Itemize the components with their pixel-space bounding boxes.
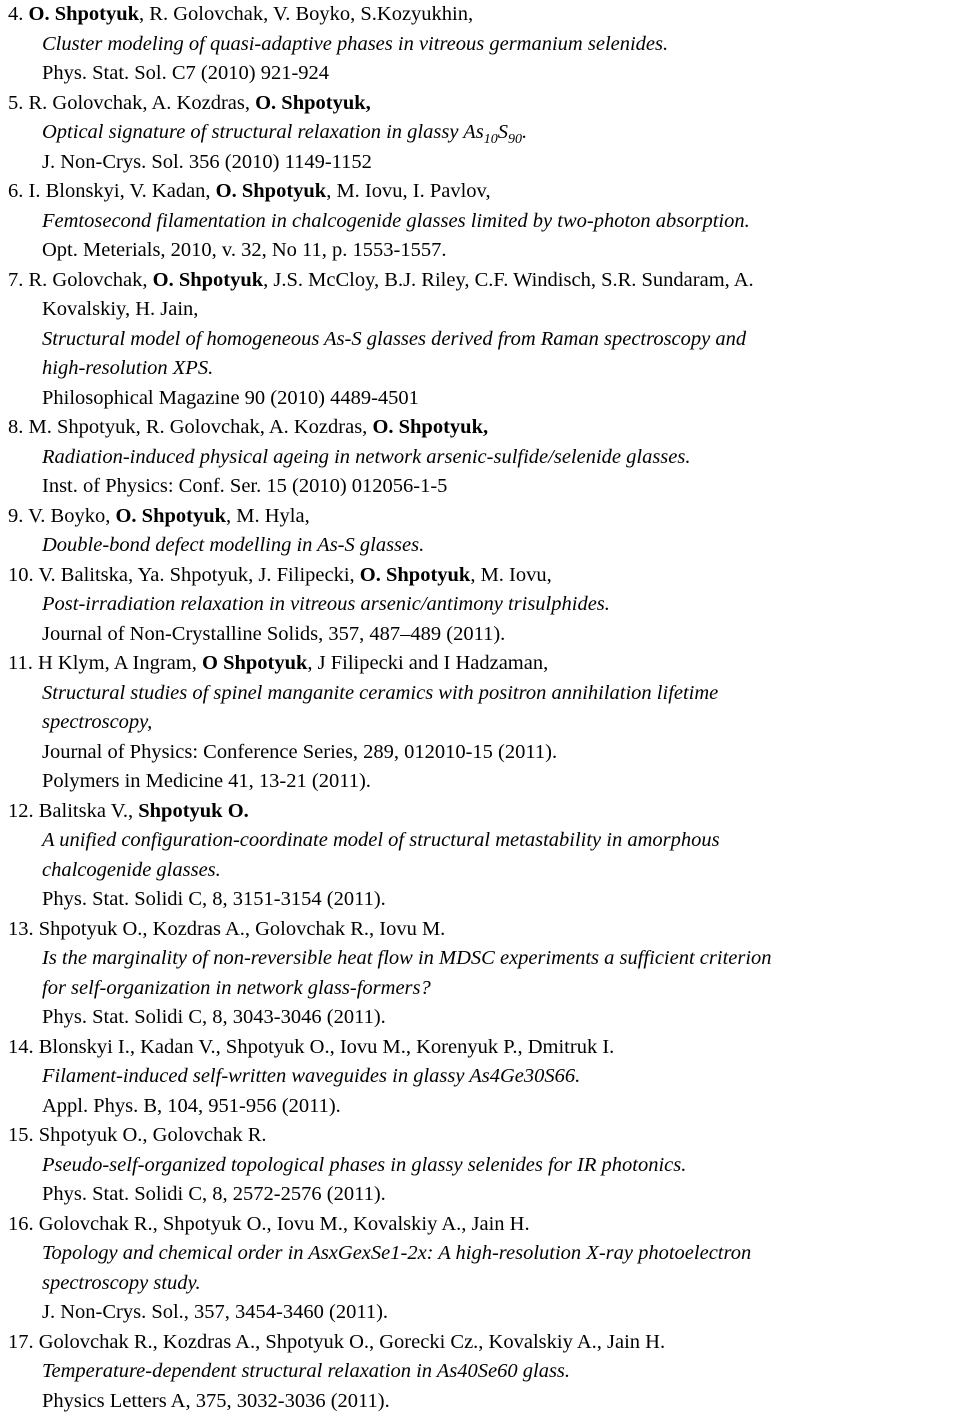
reference-source: J. Non-Crys. Sol., 357, 3454-3460 (2011).: [42, 1301, 389, 1323]
reference-source: Polymers in Medicine 41, 13-21 (2011).: [42, 770, 371, 792]
reference-title: Femtosecond filamentation in chalcogenide glasses limited by two-photon absorption.: [42, 209, 750, 232]
reference-title: Temperature-dependent structural relaxation in As40Se60 glass.: [42, 1360, 571, 1382]
reference-author-line: [0, 561, 960, 591]
highlighted-author: O. Shpotyuk: [152, 268, 264, 291]
reference-number: 16.: [8, 1212, 34, 1235]
reference-source: Phys. Stat. Solidi C, 8, 3151-3154 (2011).: [42, 888, 386, 910]
reference-title-text: Optical signature of structural relaxation in glassy As: [42, 121, 484, 143]
reference-entry: [0, 502, 960, 561]
reference-authors: Shpotyuk O., Kozdras A., Golovchak R., Iovu M.: [38, 917, 446, 940]
reference-title: A unified configuration-coordinate model of structural metastability in amorphous: [42, 829, 720, 851]
reference-title: chalcogenide glasses.: [42, 858, 221, 881]
reference-entry: [0, 1328, 960, 1417]
highlighted-author: O. Shpotyuk,: [255, 91, 371, 114]
reference-title: Post-irradiation relaxation in vitreous arsenic/antimony trisulphides.: [42, 593, 610, 615]
reference-authors: Shpotyuk O., Golovchak R.: [38, 1124, 267, 1146]
reference-author-line: [0, 89, 960, 119]
highlighted-author: O. Shpotyuk,: [372, 416, 489, 438]
reference-authors: , M. Iovu,: [470, 563, 552, 586]
reference-authors-continued: Kovalskiy, H. Jain,: [42, 298, 199, 320]
reference-source: Physics Letters A, 375, 3032-3036 (2011).: [42, 1389, 390, 1412]
reference-source: Opt. Meterials, 2010, v. 32, No 11, p. 1553-1557.: [42, 239, 447, 261]
reference-number: 13.: [8, 917, 34, 940]
reference-authors: V. Balitska, Ya. Shpotyuk, J. Filipecki,: [38, 563, 360, 586]
reference-title-text: .: [521, 121, 528, 143]
reference-number: 11.: [8, 652, 33, 674]
reference-title: for self-organization in network glass-formers?: [42, 976, 431, 999]
reference-title: Topology and chemical order in AsxGexSe1-2x: A high-resolution X-ray photoelectron: [42, 1242, 752, 1264]
reference-source: Phys. Stat. Solidi C, 8, 2572-2576 (2011).: [42, 1183, 386, 1205]
highlighted-author: Shpotyuk O.: [138, 799, 249, 822]
reference-source: Phys. Stat. Solidi C, 8, 3043-3046 (2011).: [42, 1006, 386, 1028]
reference-title: Double-bond defect modelling in As-S glasses.: [42, 534, 425, 556]
reference-authors: , R. Golovchak, V. Boyko, S.Kozyukhin,: [139, 3, 474, 25]
reference-authors: Golovchak R., Shpotyuk O., Iovu M., Kovalskiy A., Jain H.: [38, 1212, 530, 1235]
reference-authors: , J Filipecki and I Hadzaman,: [307, 652, 549, 674]
reference-title: high-resolution XPS.: [42, 357, 214, 379]
reference-entry: [0, 89, 960, 178]
reference-entry: [0, 915, 960, 1033]
reference-entry: [0, 1121, 960, 1210]
reference-source: Journal of Non-Crystalline Solids, 357, 487–489 (2011).: [42, 622, 506, 645]
reference-title: spectroscopy study.: [42, 1271, 201, 1294]
reference-source: J. Non-Crys. Sol. 356 (2010) 1149-1152: [42, 150, 372, 173]
reference-author-line: [0, 915, 960, 945]
reference-author-line: [0, 1033, 960, 1063]
reference-title: Structural model of homogeneous As-S glasses derived from Raman spectroscopy and: [42, 327, 747, 350]
reference-number: 8.: [8, 416, 24, 438]
reference-author-line: [0, 0, 960, 30]
reference-title: spectroscopy,: [42, 711, 153, 733]
reference-number: 4.: [8, 3, 24, 25]
reference-source: Journal of Physics: Conference Series, 289, 012010-15 (2011).: [42, 740, 558, 763]
reference-authors: V. Boyko,: [28, 504, 116, 527]
highlighted-author: O. Shpotyuk: [359, 563, 471, 586]
reference-author-line: [0, 177, 960, 207]
reference-authors: I. Blonskyi, V. Kadan,: [28, 180, 216, 202]
reference-number: 6.: [8, 180, 24, 202]
reference-entry: [0, 1210, 960, 1328]
reference-entry: [0, 649, 960, 797]
reference-author-line: [0, 502, 960, 532]
reference-title: Pseudo-self-organized topological phases in glassy selenides for IR photonics.: [42, 1153, 687, 1176]
reference-authors: M. Shpotyuk, R. Golovchak, A. Kozdras,: [28, 416, 373, 438]
reference-number: 5.: [8, 91, 24, 114]
reference-entry: [0, 797, 960, 915]
reference-entry: [0, 413, 960, 502]
reference-entry: [0, 561, 960, 650]
reference-author-line: [0, 649, 960, 679]
reference-title: [0, 118, 960, 148]
reference-authors: , M. Iovu, I. Pavlov,: [326, 180, 491, 202]
reference-number: 15.: [8, 1124, 34, 1146]
reference-source: Appl. Phys. B, 104, 951-956 (2011).: [42, 1094, 341, 1117]
reference-author-line: [0, 797, 960, 827]
reference-source: Philosophical Magazine 90 (2010) 4489-4501: [42, 386, 419, 409]
reference-authors: H Klym, A Ingram,: [38, 652, 202, 674]
reference-title: Is the marginality of non-reversible heat flow in MDSC experiments a sufficient criterion: [42, 947, 772, 969]
reference-number: 17.: [8, 1330, 34, 1353]
reference-authors: , M. Hyla,: [226, 504, 310, 527]
reference-title: Cluster modeling of quasi-adaptive phases in vitreous germanium selenides.: [42, 32, 669, 55]
highlighted-author: O. Shpotyuk: [28, 3, 140, 25]
reference-source: Phys. Stat. Sol. C7 (2010) 921-924: [42, 62, 330, 84]
reference-author-line: [0, 1121, 960, 1151]
reference-number: 14.: [8, 1035, 34, 1058]
reference-authors: Blonskyi I., Kadan V., Shpotyuk O., Iovu M., Korenyuk P., Dmitruk I.: [38, 1035, 615, 1058]
reference-entry: [0, 177, 960, 266]
subscript: 10: [483, 132, 498, 148]
reference-title: Radiation-induced physical ageing in network arsenic-sulfide/selenide glasses.: [42, 445, 691, 468]
reference-author-line: [0, 413, 960, 443]
reference-title: Filament-induced self-written waveguides in glassy As4Ge30S66.: [42, 1065, 581, 1087]
highlighted-author: O. Shpotyuk: [215, 180, 327, 202]
reference-entry: [0, 266, 960, 414]
reference-title-text: S: [497, 121, 508, 143]
highlighted-author: O. Shpotyuk: [115, 504, 227, 527]
reference-authors: Golovchak R., Kozdras A., Shpotyuk O., Gorecki Cz., Kovalskiy A., Jain H.: [38, 1330, 666, 1353]
subscript: 90: [507, 132, 522, 148]
reference-number: 10.: [8, 563, 34, 586]
reference-author-line: [0, 1328, 960, 1358]
reference-number: 9.: [8, 504, 24, 527]
reference-authors: , J.S. McCloy, B.J. Riley, C.F. Windisch, S.R. Sundaram, A.: [263, 268, 754, 291]
reference-number: 12.: [8, 799, 34, 822]
reference-title: Structural studies of spinel manganite ceramics with positron annihilation lifetime: [42, 681, 719, 704]
reference-source: Inst. of Physics: Conf. Ser. 15 (2010) 012056-1-5: [42, 475, 448, 497]
reference-authors: Balitska V.,: [38, 799, 139, 822]
highlighted-author: O Shpotyuk: [202, 652, 308, 674]
reference-entry: [0, 0, 960, 89]
reference-number: 7.: [8, 268, 24, 291]
reference-entry: [0, 1033, 960, 1122]
reference-authors: R. Golovchak,: [28, 268, 153, 291]
reference-author-line: [0, 266, 960, 296]
reference-authors: R. Golovchak, A. Kozdras,: [28, 91, 256, 114]
reference-author-line: [0, 1210, 960, 1240]
